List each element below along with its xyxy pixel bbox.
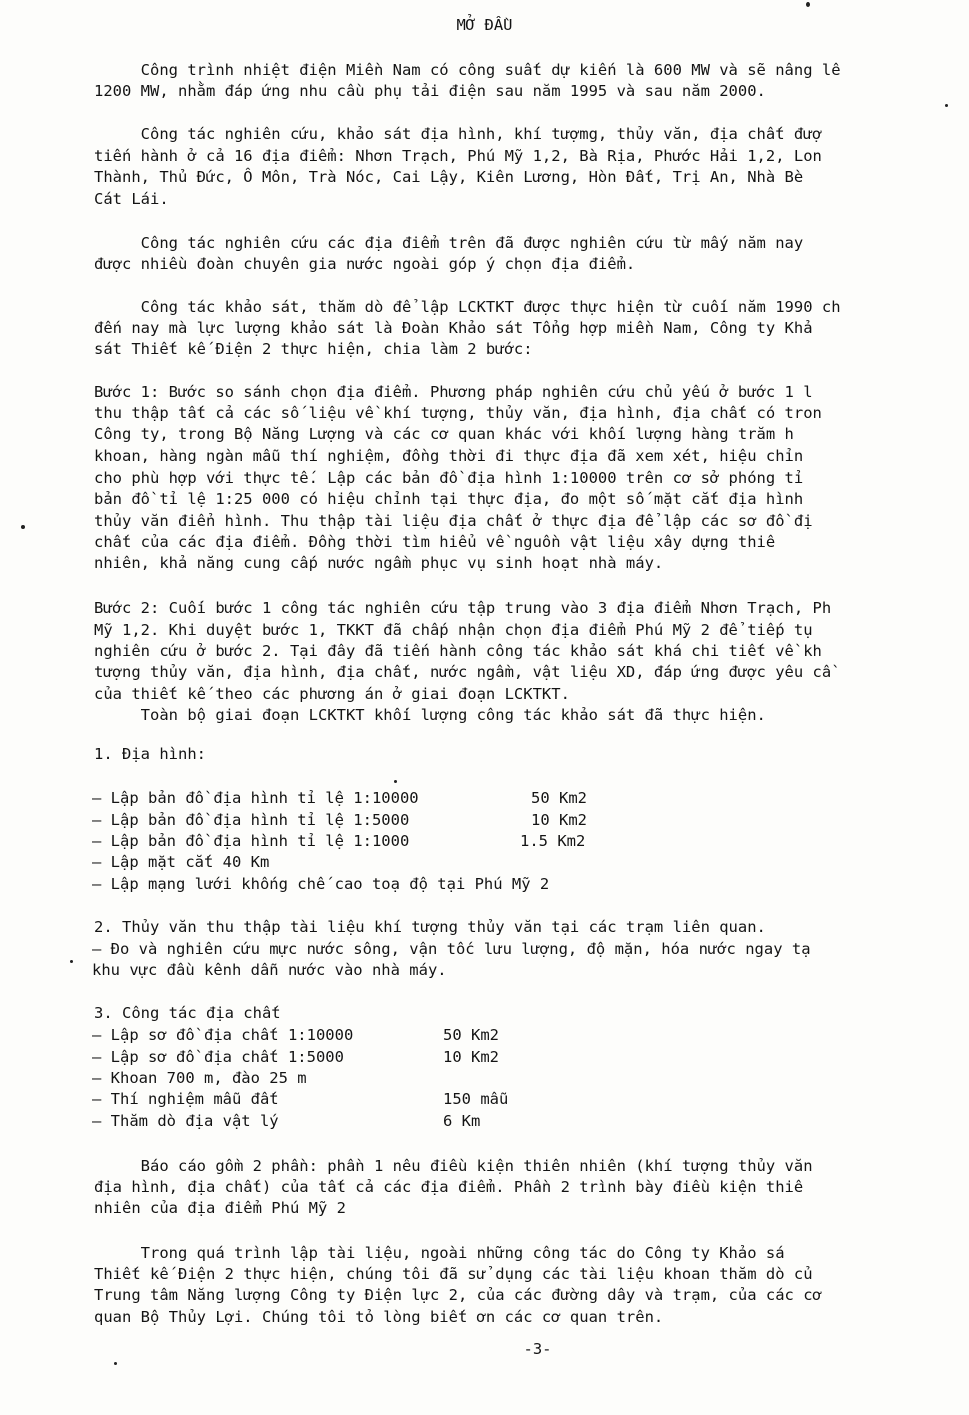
list-item-label: – Lập sơ đồ địa chất 1:10000 (92, 1026, 354, 1044)
section-heading: 3. Công tác địa chất (94, 1004, 281, 1022)
scan-speck (114, 1362, 117, 1365)
text-line: – Đo và nghiên cứu mực nước sông, vận tốc lưu lượng, độ mặn, hóa nước ngay tạ (92, 940, 811, 958)
text-line: 2. Thủy văn thu thập tài liệu khí tượng thủy văn tại các trạm liên quan. (94, 918, 766, 936)
text-line: Công trình nhiệt điện Miền Nam có công suất dự kiến là 600 MW và sẽ nâng lê (94, 61, 841, 79)
text-line: Thành, Thủ Đức, Ô Môn, Trà Nóc, Cai Lậy, Kiên Lương, Hòn Đất, Trị An, Nhà Bè (94, 168, 804, 186)
list-item-value: 10 Km2 (531, 811, 587, 829)
list-item-value: 6 Km (443, 1112, 481, 1130)
text-line: tượng thủy văn, địa hình, địa chất, nước ngầm, vật liệu XD, đáp ứng được yêu cầ (94, 663, 832, 681)
list-item-label: – Lập mặt cắt 40 Km (92, 853, 270, 871)
list-item-label: – Lập sơ đồ địa chất 1:5000 (92, 1048, 344, 1066)
list-item-value: 1.5 Km2 (520, 832, 586, 850)
text-line: được nhiều đoàn chuyên gia nước ngoài góp ý chọn địa điểm. (94, 255, 636, 273)
text-line: Thiết kế Điện 2 thực hiện, chúng tôi đã sử dụng các tài liệu khoan thăm dò củ (94, 1265, 813, 1283)
text-line: Công tác nghiên cứu, khảo sát địa hình, khí tượmg, thủy văn, địa chất đượ (94, 125, 822, 143)
text-line: sát Thiết kế Điện 2 thực hiện, chia làm 2 bước: (94, 340, 533, 358)
text-line: bản đồ tỉ lệ 1:25 000 có hiệu chỉnh tại thực địa, đo một số mặt cắt địa hình (94, 490, 804, 508)
text-line: 1200 MW, nhằm đáp ứng nhu cầu phụ tải điện sau năm 1995 và sau năm 2000. (94, 82, 766, 100)
list-item-value: 50 Km2 (531, 789, 587, 807)
scan-speck (21, 525, 25, 529)
list-item-label: – Lập bản đồ địa hình tỉ lệ 1:10000 (92, 789, 419, 807)
section-heading: 1. Địa hình: (94, 745, 206, 763)
list-item-label: – Lập bản đồ địa hình tỉ lệ 1:1000 (92, 832, 410, 850)
text-line: khoan, hàng ngàn mẫu thí nghiệm, đồng thời đi thực địa đã xem xét, hiệu chỉn (94, 447, 804, 465)
text-line: Toàn bộ giai đoạn LCKTKT khối lượng công tác khảo sát đã thực hiện. (94, 706, 766, 724)
text-line: thu thập tất cả các số liệu về khí tượng, thủy văn, địa hình, địa chất có tron (94, 404, 822, 422)
scan-speck (70, 960, 73, 963)
text-line: Báo cáo gồm 2 phần: phần 1 nêu điều kiện thiên nhiên (khí tượng thủy văn (94, 1157, 813, 1175)
text-line: của thiết kế theo các phương án ở giai đoạn LCKTKT. (94, 685, 570, 703)
list-item-label: – Lập mạng lưới khống chế cao toạ độ tại Phú Mỹ 2 (92, 875, 550, 893)
text-line: Công ty, trong Bộ Năng Lượng và các cơ quan khác với khối lượng hàng trăm h (94, 425, 794, 443)
text-line: Cát Lái. (94, 190, 169, 208)
text-line: tiến hành ở cả 16 địa điểm: Nhơn Trạch, Phú Mỹ 1,2, Bà Rịa, Phước Hải 1,2, Lon (94, 147, 822, 165)
text-line: Bước 2: Cuối bước 1 công tác nghiên cứu tập trung vào 3 địa điểm Nhơn Trạch, Ph (94, 599, 832, 617)
text-line: Trung tâm Năng lượng Công ty Điện lực 2, của các đường dây và trạm, của các cơ (94, 1286, 822, 1304)
text-line: thủy văn điển hình. Thu thập tài liệu địa chất ở thực địa để lập các sơ đồ đị (94, 512, 813, 530)
text-line: nhiên của địa điểm Phú Mỹ 2 (94, 1199, 346, 1217)
list-item-label: – Khoan 700 m, đào 25 m (92, 1069, 307, 1087)
list-item-value: 50 Km2 (443, 1026, 499, 1044)
scan-speck (394, 780, 397, 783)
text-line: Mỹ 1,2. Khi duyệt bước 1, TKKT đã chấp nhận chọn địa điểm Phú Mỹ 2 để tiếp tụ (94, 621, 813, 639)
text-line: địa hình, địa chất) của tất cả các địa điểm. Phần 2 trình bày điều kiện thiê (94, 1178, 804, 1196)
scan-speck (806, 2, 810, 7)
text-line: quan Bộ Thủy Lợi. Chúng tôi tỏ lòng biết ơn các cơ quan trên. (94, 1308, 664, 1326)
text-line: cho phù hợp với thực tế. Lập các bản đồ địa hình 1:10000 trên cơ sở phóng tỉ (94, 469, 804, 487)
text-line: đến nay mà lực lượng khảo sát là Đoàn Khảo sát Tổng hợp miền Nam, Công ty Khả (94, 319, 813, 337)
text-line: Bước 1: Bước so sánh chọn địa điểm. Phương pháp nghiên cứu chủ yếu ở bước 1 l (94, 383, 813, 401)
page-number: -3- (523, 1340, 552, 1358)
text-line: nhiên, khả năng cung cấp nước ngầm phục vụ sinh hoạt nhà máy. (94, 554, 664, 572)
text-line: Công tác nghiên cứu các địa điểm trên đã được nghiên cứu từ mấy năm nay (94, 234, 804, 252)
text-line: nghiên cứu ở bước 2. Tại đây đã tiến hành công tác khảo sát khá chi tiết về kh (94, 642, 822, 660)
list-item-value: 150 mẫu (443, 1090, 509, 1108)
page-title: MỞ ĐẦU (456, 16, 513, 34)
list-item-value: 10 Km2 (443, 1048, 499, 1066)
list-item-label: – Thăm dò địa vật lý (92, 1112, 279, 1130)
scan-speck (945, 104, 948, 107)
text-line: khu vực đầu kênh dẫn nước vào nhà máy. (92, 961, 447, 979)
list-item-label: – Thí nghiệm mẫu đất (92, 1090, 279, 1108)
text-line: Công tác khảo sát, thăm dò để lập LCKTKT được thực hiện từ cuối năm 1990 ch (94, 298, 841, 316)
text-line: chất của các địa điểm. Đồng thời tìm hiểu về nguồn vật liệu xây dựng thiê (94, 533, 776, 551)
list-item-label: – Lập bản đồ địa hình tỉ lệ 1:5000 (92, 811, 410, 829)
text-line: Trong quá trình lập tài liệu, ngoài những công tác do Công ty Khảo sá (94, 1244, 785, 1262)
